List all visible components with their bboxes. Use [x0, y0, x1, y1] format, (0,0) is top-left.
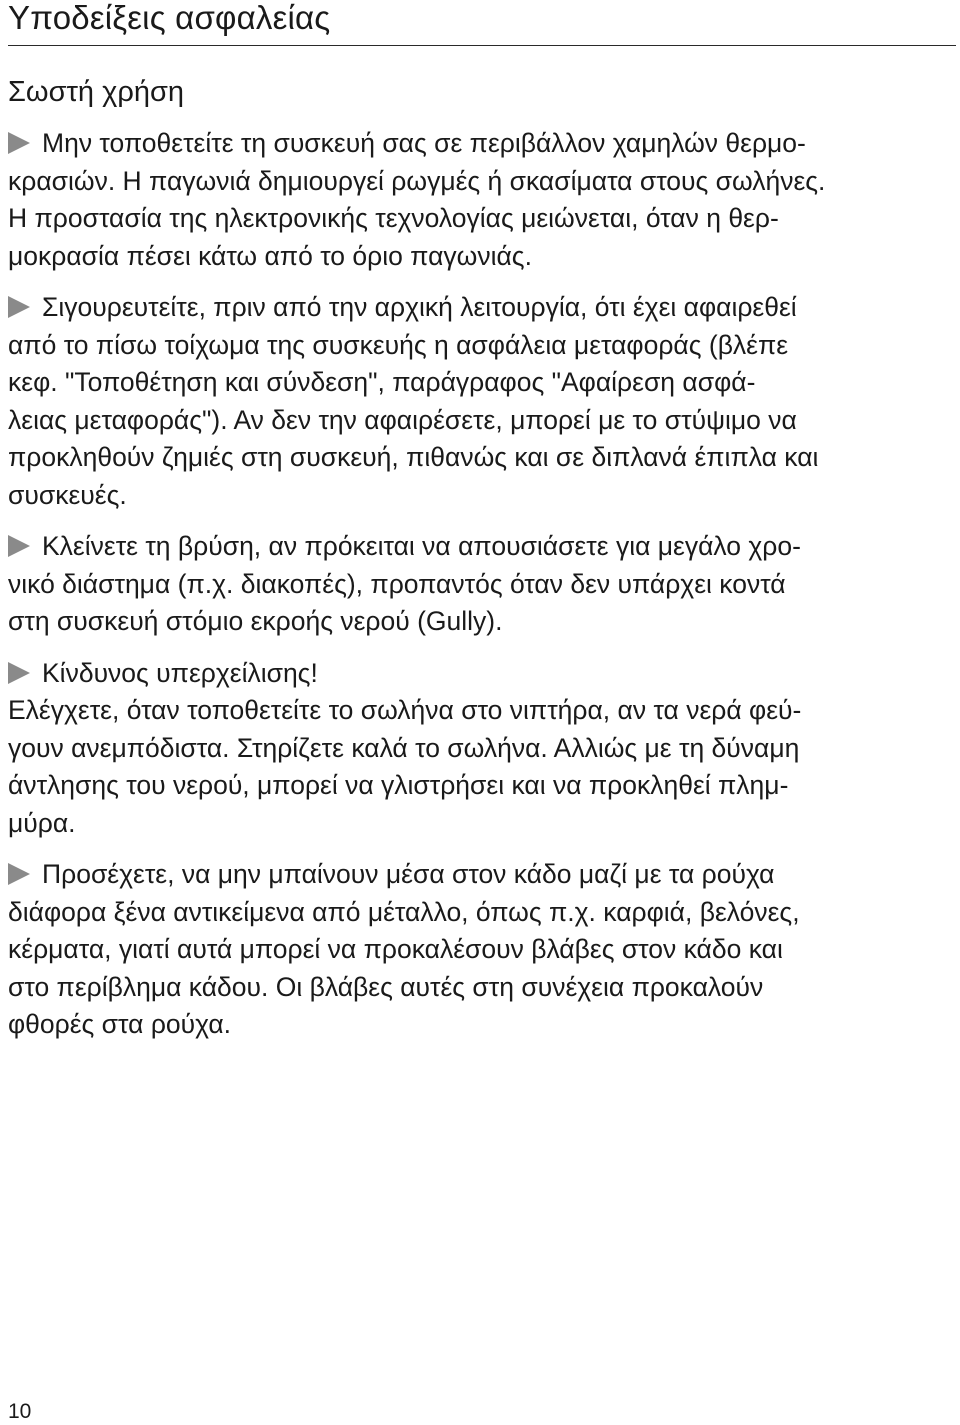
- paragraph-line: κρασιών. Η παγωνιά δημιουργεί ρωγμές ή σκασίματα στους σωλήνες.: [8, 165, 826, 196]
- page-title: Υποδείξεις ασφαλείας: [8, 0, 331, 36]
- paragraph-line: Κίνδυνος υπερχείλισης!: [42, 657, 318, 688]
- triangle-bullet-icon: [8, 535, 30, 557]
- paragraph-line: Σιγουρευτείτε, πριν από την αρχική λειτουργία, ότι έχει αφαιρεθεί: [42, 292, 797, 322]
- paragraph-line: από το πίσω τοίχωμα της συσκευής η ασφάλεια μεταφοράς (βλέπε: [8, 329, 789, 360]
- paragraph-line: Η προστασία της ηλεκτρονικής τεχνολογίας μειώνεται, όταν η θερ-: [8, 203, 779, 233]
- paragraph-line: Κλείνετε τη βρύση, αν πρόκειται να απουσιάσετε για μεγάλο χρο-: [42, 531, 801, 561]
- safety-paragraph: [8, 856, 948, 1044]
- paragraph-line: φθορές στα ρούχα.: [8, 1009, 231, 1039]
- triangle-bullet-icon: [8, 662, 30, 684]
- triangle-bullet-icon: [8, 296, 30, 318]
- paragraph-line: άντλησης του νερού, μπορεί να γλιστρήσει και να προκληθεί πλημ-: [8, 770, 789, 800]
- paragraph-line: συσκευές.: [8, 479, 127, 510]
- safety-paragraph: [8, 528, 948, 641]
- paragraph-line: λειας μεταφοράς"). Αν δεν την αφαιρέσετε, μπορεί με το στύψιμο να: [8, 404, 797, 435]
- safety-paragraph: [8, 125, 948, 275]
- triangle-bullet-icon: [8, 863, 30, 885]
- paragraph-line: Προσέχετε, να μην μπαίνουν μέσα στον κάδο μαζί με τα ρούχα: [42, 859, 775, 889]
- safety-paragraph: [8, 655, 948, 843]
- paragraph-line: νικό διάστημα (π.χ. διακοπές), προπαντός όταν δεν υπάρχει κοντά: [8, 568, 786, 599]
- paragraph-line: στο περίβλημα κάδου. Οι βλάβες αυτές στη συνέχεια προκαλούν: [8, 971, 764, 1002]
- paragraph-line: Μην τοποθετείτε τη συσκευή σας σε περιβάλλον χαμηλών θερμο-: [42, 128, 806, 158]
- paragraph-line: Ελέγχετε, όταν τοποθετείτε το σωλήνα στο νιπτήρα, αν τα νερά φεύ-: [8, 695, 802, 725]
- paragraph-line: διάφορα ξένα αντικείμενα από μέταλλο, όπως π.χ. καρφιά, βελόνες,: [8, 896, 800, 927]
- paragraph-line: κέρματα, γιατί αυτά μπορεί να προκαλέσουν βλάβες στον κάδο και: [8, 934, 783, 964]
- paragraph-line: γουν ανεμπόδιστα. Στηρίζετε καλά το σωλήνα. Αλλιώς με τη δύναμη: [8, 732, 800, 763]
- section-heading: Σωστή χρήση: [8, 76, 184, 108]
- safety-paragraph: [8, 289, 948, 514]
- safety-instructions: [8, 125, 948, 1044]
- paragraph-line: μύρα.: [8, 807, 76, 838]
- paragraph-line: μοκρασία πέσει κάτω από το όριο παγωνιάς.: [8, 240, 532, 271]
- paragraph-line: στη συσκευή στόμιο εκροής νερού (Gully).: [8, 606, 503, 636]
- triangle-bullet-icon: [8, 132, 30, 154]
- title-divider: [8, 45, 956, 46]
- page-number: 10: [8, 1400, 32, 1423]
- paragraph-line: κεφ. "Τοποθέτηση και σύνδεση", παράγραφος "Αφαίρεση ασφά-: [8, 367, 756, 397]
- paragraph-line: προκληθούν ζημιές στη συσκευή, πιθανώς και σε διπλανά έπιπλα και: [8, 442, 819, 472]
